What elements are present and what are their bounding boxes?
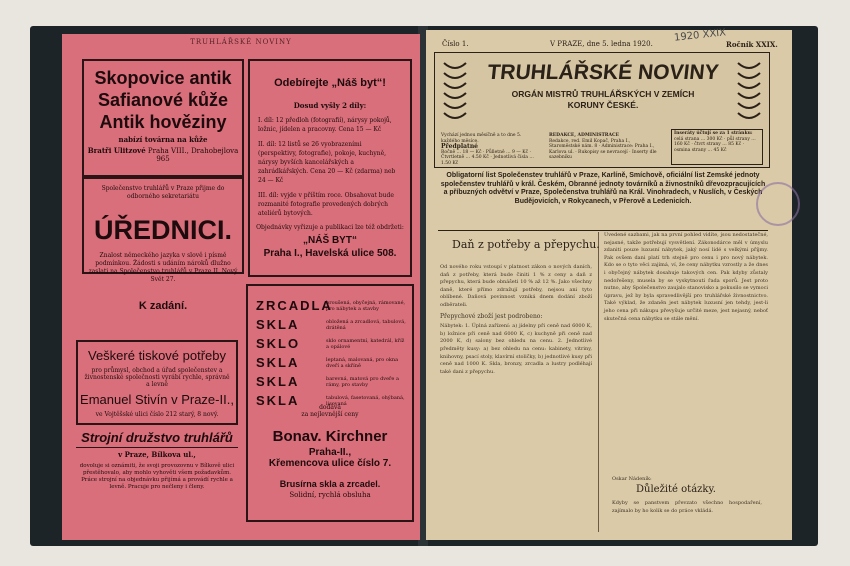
masthead-org-line1: ORGÁN MISTRŮ TRUHLÁŘSKÝCH V ZEMÍCH: [511, 89, 695, 99]
ornament-left-icon: [438, 59, 472, 127]
article1-text: Od nového roku vstoupí v platnost zákon o nových daních, daň z potřeby, která bude činiti 1 % z ceny a daň z přepychu, která bude obnášeti 10 % až 12 %. Jako všechny daně, které přímo zdražují potřeby, nejsou ani tyto oblíbené. Daňová povinnost vzniká dnem dodání zboží odběrateli.: [440, 264, 592, 308]
inserts-text: celá strana … 300 Kč · půl strany … 160 Kč · čtvrt strany … 85 Kč · osmina strany … 45 Kč: [674, 136, 756, 153]
ad-zrcadla-row: [256, 372, 406, 391]
editorial-text: Redakce, red. Emil Kopač, Praha I., Staroměstské nám. 8 · Administrace: Praha I., Karlova ul. · Rukopisy se nevracejí · Inserty dle sazebníku: [549, 138, 657, 160]
ad-zrcadla-rows: [256, 296, 406, 410]
article2-text: Kdyby se panstvem převzato všechno hospodaření, zajímalo by ho kolik se do práce vkládá.: [612, 500, 762, 514]
divider: [438, 230, 768, 231]
masthead-info: [439, 133, 765, 165]
publication-blurb: Obligatorní list Společenstev truhlářů v Praze, Karlíně, Smíchově, oficiální list Zemské jednoty společenstev truhlářů v král. Českém, Obranné jednoty továrníků a živnostníků dřevozpracujících a příbuzných odvětví v Praze, Společenstva truhlářů na Král. Vinohradech, v Nuslích, v Českých Budějovicích, v Rokycanech, v Přerově a Ledenicích.: [440, 172, 766, 205]
editorial-column: [549, 133, 661, 161]
ad-tiskove-addr: ve Vojtěšské ulici číslo 212 starý, 8 nový.: [95, 411, 219, 418]
ad-nas-byt-head: Odebírejte „Náš byt“!: [274, 77, 386, 89]
article2-author: Oskar Nádeník:: [612, 476, 652, 482]
ad-urednici-big: ÚŘEDNICI.: [93, 215, 232, 245]
ad-urednici-text: Znalost německého jazyka v slově i písmě podmínkou. Žádosti s udáním nároků dlužno zaslati na Společenstvo truhlářů v Praze II. Nový Svět 27.: [88, 252, 238, 283]
ad-tiskove-text: pro průmysl, obchod a úřad společenstev a živnostenské společnosti vyrábí rychle, správně a levně: [84, 367, 230, 388]
column-divider: [598, 232, 599, 532]
ad-zrcadla-desc: sklo ornamentní, katedrál, kříž a opálové: [326, 337, 405, 350]
k-zadani: K zadání.: [138, 300, 188, 312]
right-page: [426, 27, 792, 540]
editorial-title: REDAKCE, ADMINISTRACE: [549, 133, 620, 138]
subscription-column: [441, 133, 537, 166]
ad-zrcadla-row: [256, 296, 406, 315]
ad-zrcadla-row: [256, 315, 406, 334]
ad-antik: [82, 59, 244, 177]
ad-antik-firm: Bratři Ulitzové: [87, 146, 146, 155]
running-head: TRUHLÁŘSKÉ NOVINY: [190, 38, 292, 46]
library-stamp-icon: [756, 182, 800, 226]
ad-nas-byt: [248, 59, 412, 277]
issue-number: Číslo 1.: [442, 40, 469, 48]
right-column-text: Uvedené sazbami, jak na první pohled vidíte, jsou nedostatečné, nejasné, takže potřebují vysvětlení. Zákonodárce měl v úmyslu zdaniti pouze luxusní nábytek, jaký nosí lidé s velkými příjmy. Pak ovšem dani platí trh stejně pro cenu i pro nový nábytek. Kdo se o tyto věci zajímá, ví, že ceny nábytku vzrostly a že dnes i obyčejný nábytek dosahuje takových cen. Pak kdyby zůstaly nedořešeny, musela by se vyskytnouti řada sporů. Jest proto nutno, aby Společenstvo zaujalo stanovisko a pokusilo se vymoci úpravu, jež by byla spravedlivější pro truhlářské živnostnictvo. Také výklad, že zdaněn jest nábytek luxusní jen tehdy, jest-li jeho cena při nákupu převyšuje určité meze, jest nejasný, neboť skutečná cena nábytku se stále mění.: [604, 232, 768, 322]
ad-zrcadla-d1: dodává: [319, 404, 341, 411]
article1-more: Nábytek: 1. Úplná zařízení: a) jídelny při ceně nad 6000 K, b) ložnice při ceně nad 6000 K, c) kuchyně při ceně nad 2000 K, d) salony bez ohledu na cenu. 2. Jednotlivé předměty kusy: a) bez ohledu na cenu: kabinety, vitriny, knihovny, psací stoly, klavírní stoličky, b) jednotlivé kusy při ceně nad 1000 K. Skla, bronzy, zrcadla a lustry podléhají také dani z přepychu.: [440, 323, 592, 375]
masthead: [434, 52, 770, 168]
ad-zrcadla-city: Praha-II.,: [308, 447, 352, 458]
inserts-title: Inseráty účtují se za 1 stránku:: [674, 131, 753, 136]
article1-title: Daň z potřeby a přepychu.: [452, 238, 600, 251]
ad-zrcadla-word: ZRCADLA: [256, 298, 333, 313]
ad-zrcadla-desc: broušená, obyčejná, rámované, pro nábytek a stavby: [326, 299, 406, 312]
ad-zrcadla-d2: za nejlevnější ceny: [301, 411, 359, 418]
ad-nas-byt-name: „NÁŠ BYT“: [303, 235, 357, 246]
ad-tiskove-head: Veškeré tiskové potřeby: [87, 348, 227, 363]
ad-zrcadla-row: [256, 334, 406, 353]
ad-zrcadla-tail: [248, 404, 412, 499]
ad-nas-byt-item: II. díl: 12 listů se 26 vyobrazeními (perspektivy, fotografie), pokoje, kuchyně, nárysy byvších kancelářských a zahrádkářských. Cena 20 — Kč (zdarma) neb 24 — Kč: [258, 141, 396, 184]
ad-zrcadla: [246, 284, 414, 522]
ad-nas-byt-item: III. díl: vyjde v příštím roce. Obsahovat bude rozmanité fotografie provedených dobrých ateliérů bytových.: [258, 192, 394, 217]
ad-urednici: [82, 177, 244, 283]
ad-zrcadla-service: Solidní, rychlá obsluha: [289, 491, 371, 499]
ornament-right-icon: [732, 59, 766, 127]
article1-subhead: Přepychové zboží jest podrobeno:: [440, 312, 543, 320]
ad-nas-byt-sub: Dosud vyšly 2 díly:: [293, 101, 367, 110]
ad-antik-firm-line: [84, 146, 242, 163]
ad-zrcadla-word: SKLA: [256, 374, 300, 389]
handwritten-note: 1920 XXIX: [673, 27, 727, 44]
ad-antik-line1: Skopovice antik: [94, 68, 232, 88]
ad-antik-line2: Safianové kůže: [97, 90, 229, 110]
ad-druzstvo-text: dovoluje si oznámiti, že svoji provozovnu v Bílkově ulici přestěhovalo, aby mohlo vyhověti všem požadavkům. Práce strojní na objednávku přijímá a provádí rychle a levně. Pracuje pro nečleny i členy.: [79, 463, 235, 490]
ad-druzstvo-sub: v Praze, Bílkova ul.,: [118, 450, 196, 459]
ad-zrcadla-word: SKLA: [256, 393, 300, 408]
ad-antik-addr: Praha VIII., Drahobejlova 965: [147, 147, 239, 163]
issue-date: V PRAZE, dne 5. ledna 1920.: [550, 40, 653, 48]
ad-antik-line3: Antik hověziny: [99, 112, 227, 132]
ad-zrcadla-row: [256, 353, 406, 372]
ad-urednici-small: Společenstvo truhlářů v Praze přijme do odborného sekretariátu: [101, 185, 225, 200]
inserts-column: [671, 129, 763, 165]
ad-zrcadla-word: SKLA: [256, 355, 300, 370]
subscription-title: Předplatné: [441, 143, 478, 150]
ad-antik-sub: nabízí továrna na kůže: [118, 135, 208, 144]
ad-tiskove-name: Emanuel Stivín v Praze-II.,: [80, 392, 234, 407]
ad-tiskove: [76, 340, 238, 425]
ad-zrcadla-brand: Bonav. Kirchner: [272, 428, 388, 445]
ad-zrcadla-desc: obložená a zrcadlová, tabulová, drátěná: [326, 318, 406, 331]
ad-druzstvo-head: Strojní družstvo truhlářů: [76, 430, 238, 448]
ad-nas-byt-address: Praha I., Havelská ulice 508.: [263, 248, 397, 259]
ad-nas-byt-item: I. díl: 12 předloh (fotografií), nárysy pokojů, ložnic, jídelen a pracovny. Cena 15 — Kč: [258, 117, 392, 133]
ad-zrcadla-desc: leptaná, malovaná, pro okna dveří a skříně: [326, 356, 399, 369]
ad-zrcadla-word: SKLA: [256, 317, 300, 332]
masthead-org: [475, 89, 731, 111]
ad-zrcadla-word: SKLO: [256, 336, 301, 351]
subscription-note: Vychází jednou měsíčně a to dne 5. každého měsíce.: [441, 133, 522, 144]
article1-body: [440, 264, 592, 376]
ad-zrcadla-street: Křemencova ulice číslo 7.: [268, 458, 392, 469]
masthead-org-line2: KORUNY ČESKÉ.: [567, 100, 639, 110]
article2-title: Důležité otázky.: [636, 484, 716, 495]
ad-zrcadla-desc: tabulová, fasetovaná, ohýbaná, lisovaná: [326, 394, 405, 407]
ad-zrcadla-desc: barevná, matová pro dveře a rámy, pro stavby: [326, 375, 399, 388]
issue-volume: Ročník XXIX.: [726, 40, 778, 49]
left-page: [62, 34, 420, 540]
ad-zrcadla-glass: Brusírna skla a zrcadel.: [279, 479, 381, 489]
ad-nas-byt-order: Objednávky vyřizuje a publikaci lze též obdržeti:: [256, 224, 404, 231]
subscription-lines: Ročně … 18 — Kč · Půlletně … 9 — Kč · Čtvrtletně … 4.50 Kč · Jednotlivá čísla … 1.50 Kč: [441, 149, 534, 166]
masthead-title: TRUHLÁŘSKÉ NOVINY: [486, 61, 720, 84]
ad-druzstvo: [76, 430, 238, 530]
